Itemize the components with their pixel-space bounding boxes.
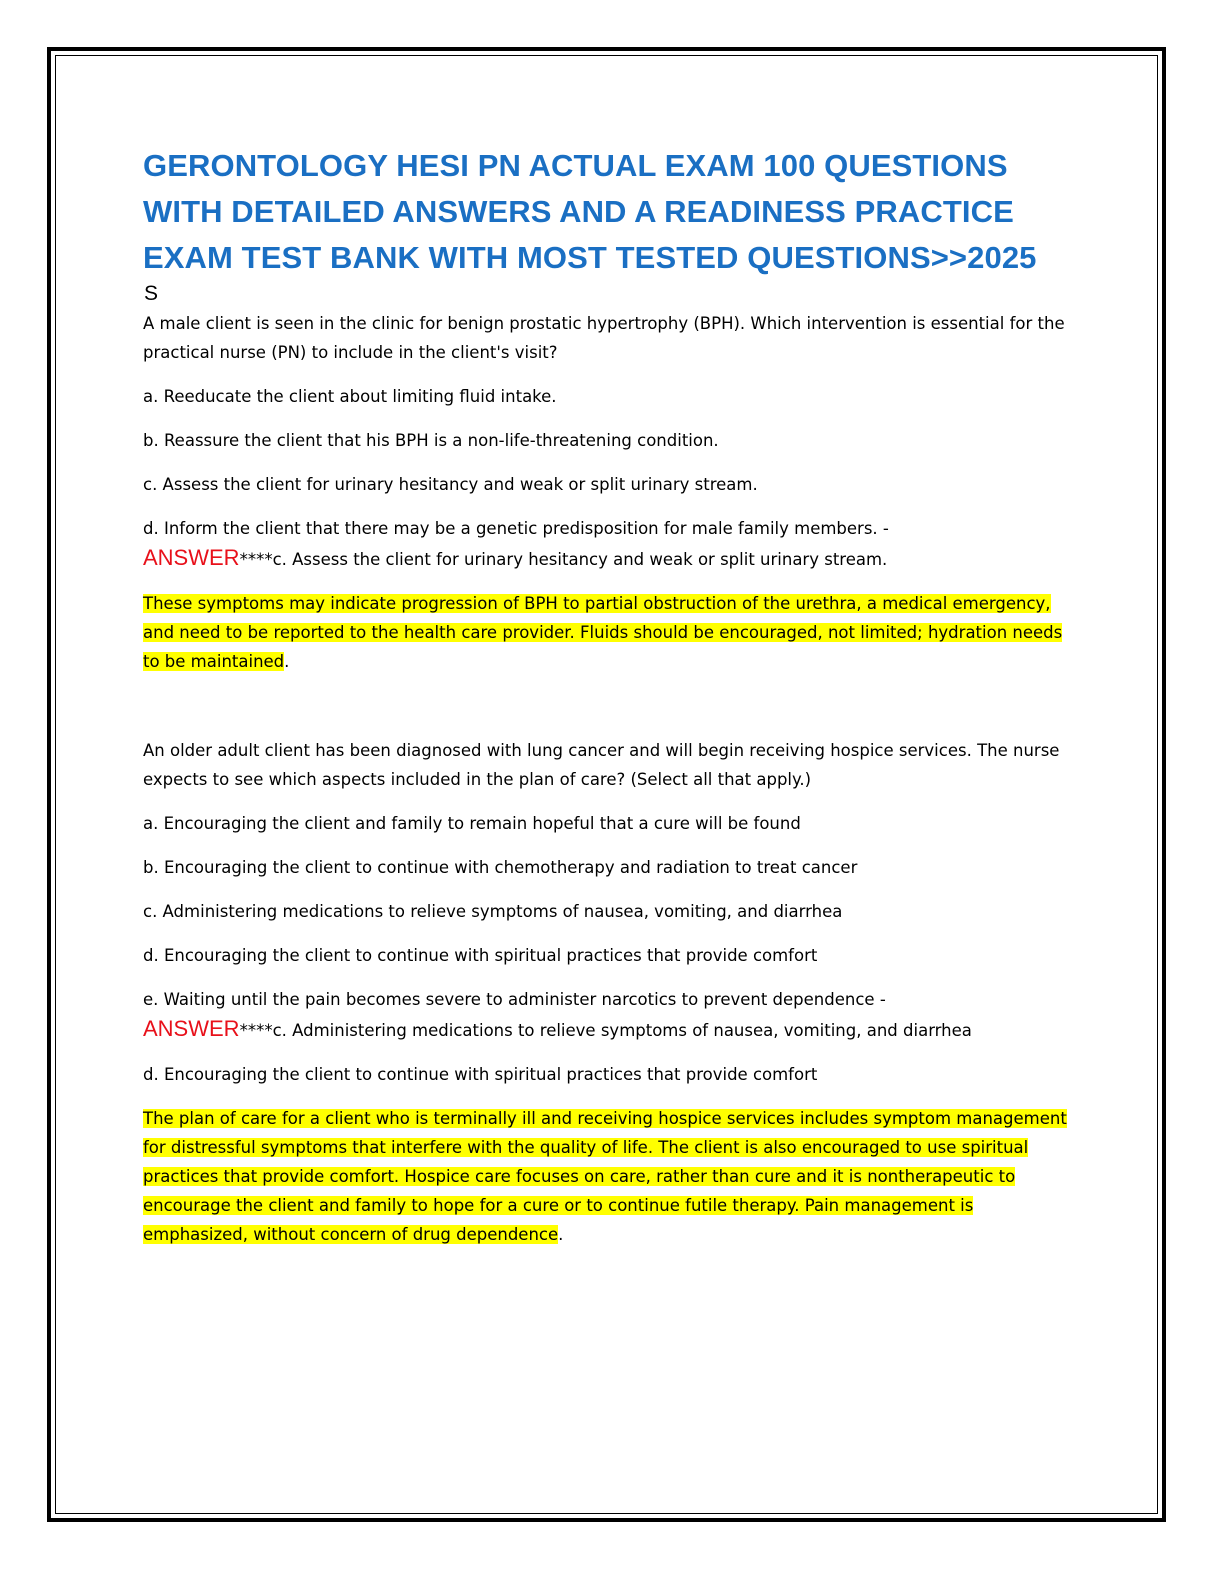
answer-marker: ****: [239, 550, 273, 569]
document-body: [143, 143, 1078, 1249]
answer-option: b. Reassure the client that his BPH is a non-life-threatening condition.: [143, 431, 719, 450]
question-1: [143, 309, 1078, 676]
question-stem: A male client is seen in the clinic for benign prostatic hypertrophy (BPH). Which intervention is essential for the practical nurse (PN) to include in the client's visit?: [143, 314, 1065, 362]
rationale-highlight: These symptoms may indicate progression of BPH to partial obstruction of the urethra, a medical emergency, and need to be reported to the health care provider. Fluids should be encouraged, not limited; hydration needs to be maintained: [143, 594, 1063, 671]
correct-answer: c. Assess the client for urinary hesitancy and weak or split urinary stream.: [272, 550, 888, 569]
answer-option: a. Encouraging the client and family to remain hopeful that a cure will be found: [143, 814, 801, 833]
answer-line: [143, 543, 1078, 574]
answer-label: ANSWER: [143, 545, 240, 570]
rationale-end: .: [284, 652, 290, 671]
answer-option: c. Administering medications to relieve symptoms of nausea, vomiting, and diarrhea: [143, 902, 843, 921]
question-2: [143, 736, 1078, 1249]
answer-option: d. Inform the client that there may be a genetic predisposition for male family members. -: [143, 519, 889, 538]
rationale-highlight: The plan of care for a client who is terminally ill and receiving hospice services includes symptom management for distressful symptoms that interfere with the quality of life. The client is also encouraged to use spiritual practices that provide comfort. Hospice care focuses on care, rather than cure and it is nontherapeutic to encourage the client and family to hope for a cure or to continue futile therapy. Pain management is emphasized, without concern of drug dependence: [143, 1109, 1067, 1244]
question-stem: An older adult client has been diagnosed with lung cancer and will begin receiving hospice services. The nurse expects to see which aspects included in the plan of care? (Select all that apply.): [143, 741, 1060, 789]
question-spacer: [143, 676, 1078, 736]
rationale-paragraph: [143, 589, 1078, 676]
document-title: GERONTOLOGY HESI PN ACTUAL EXAM 100 QUESTIONS WITH DETAILED ANSWERS AND A READINESS PRACTICE EXAM TEST BANK WITH MOST TESTED QUESTIONS>>2025: [143, 148, 1037, 275]
document-title-suffix: S: [144, 282, 159, 305]
correct-answer: c. Administering medications to relieve symptoms of nausea, vomiting, and diarrhea: [272, 1021, 972, 1040]
rationale-paragraph: [143, 1104, 1078, 1249]
answer-option: b. Encouraging the client to continue with chemotherapy and radiation to treat cancer: [143, 858, 858, 877]
answer-option: d. Encouraging the client to continue with spiritual practices that provide comfort: [143, 946, 818, 965]
answer-line: [143, 1014, 1078, 1045]
correct-answer-additional: d. Encouraging the client to continue with spiritual practices that provide comfort: [143, 1065, 818, 1084]
answer-option: a. Reeducate the client about limiting fluid intake.: [143, 387, 557, 406]
rationale-end: .: [558, 1225, 564, 1244]
answer-marker: ****: [239, 1021, 273, 1040]
answer-label: ANSWER: [143, 1016, 240, 1041]
answer-option: c. Assess the client for urinary hesitancy and weak or split urinary stream.: [143, 475, 758, 494]
answer-option: e. Waiting until the pain becomes severe to administer narcotics to prevent dependence -: [143, 990, 886, 1009]
